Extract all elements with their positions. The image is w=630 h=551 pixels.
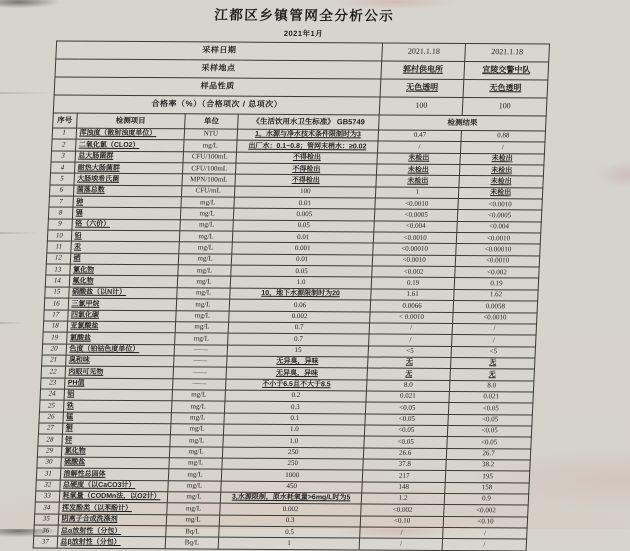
cell-unit: mg/L — [181, 197, 235, 209]
cell-item: 硝酸盐（以N计） — [68, 287, 177, 299]
cell-item: 三氯甲烷 — [68, 298, 177, 310]
cell-index: 16 — [44, 298, 68, 309]
cell-index: 34 — [35, 502, 59, 513]
info-value-2: 无色透明 — [463, 79, 548, 98]
cell-index: 4 — [51, 162, 75, 173]
cell-standard: 450 — [221, 481, 363, 493]
cell-result-2: <0.00010 — [456, 244, 540, 256]
cell-standard: 0.7 — [228, 322, 370, 334]
scan-artifact — [0, 232, 45, 234]
cell-result-2: / — [461, 142, 545, 154]
cell-item: 硒 — [70, 253, 179, 265]
cell-result-2: <0.05 — [448, 414, 532, 426]
cell-result-2: 0.021 — [449, 391, 533, 403]
cell-index: 29 — [37, 446, 61, 457]
cell-standard: 0.3 — [225, 401, 367, 413]
cell-unit: mg/L — [183, 140, 237, 152]
cell-item: 铝 — [64, 389, 173, 401]
cell-standard: 不得检出 — [235, 174, 377, 186]
cell-result-1: <0.002 — [361, 504, 444, 516]
cell-index: 32 — [36, 480, 60, 491]
scan-artifact — [0, 92, 60, 94]
cell-result-2: 8.0 — [450, 380, 534, 392]
cell-standard: 3,水源限制，原水耗氧量>6mg/L时为5 — [220, 492, 362, 504]
data-section — [33, 128, 545, 551]
cell-unit: mg/L — [180, 208, 234, 220]
scanned-document — [33, 2, 552, 551]
cell-result-2: <0.0010 — [458, 199, 542, 211]
cell-result-1: 0.021 — [366, 391, 449, 403]
info-value-2: 宜陵交警中队 — [464, 61, 549, 80]
cell-result-1: 0.0066 — [370, 300, 453, 312]
cell-result-2: <0.0010 — [455, 255, 539, 267]
cell-result-1: 无 — [368, 357, 451, 369]
cell-unit: mg/L — [169, 458, 223, 470]
cell-index: 10 — [47, 230, 71, 241]
cell-item: 汞 — [70, 242, 179, 254]
cell-result-2: 无 — [451, 357, 535, 369]
cell-unit: mg/L — [179, 242, 233, 254]
cell-result-1: 217 — [362, 470, 445, 482]
cell-result-1: 未检出 — [376, 175, 459, 187]
cell-unit: mg/L — [180, 220, 234, 232]
cell-item: 铬（六价） — [71, 219, 180, 231]
info-value-1: 郭村供电所 — [381, 61, 465, 80]
cell-standard: 0.01 — [231, 254, 373, 266]
cell-standard: 1.0 — [223, 435, 365, 447]
cell-index: 22 — [41, 366, 65, 377]
cell-result-1: <0.002 — [372, 266, 455, 278]
cell-item: 铅 — [71, 230, 180, 242]
cell-item: 耐热大肠菌群 — [74, 162, 183, 174]
cell-result-1: 0.19 — [371, 277, 454, 289]
cell-unit: —— — [174, 344, 228, 356]
cell-index: 30 — [37, 457, 61, 468]
col-header-standard: 《生活饮用水卫生标准》 GB5749 — [238, 114, 380, 130]
cell-index: 27 — [38, 423, 62, 434]
cell-index: 23 — [41, 378, 65, 389]
cell-unit: mg/L — [176, 310, 230, 322]
cell-index: 20 — [42, 344, 66, 355]
cell-item: 溶解性总固体 — [60, 468, 169, 480]
cell-unit: mg/L — [168, 480, 222, 492]
cell-index: 18 — [43, 321, 67, 332]
cell-unit: mg/L — [170, 435, 224, 447]
cell-standard: 0.01 — [234, 197, 376, 209]
cell-unit: mg/L — [177, 288, 231, 300]
cell-item: 肉眼可见物 — [65, 366, 174, 378]
cell-index: 19 — [43, 332, 67, 343]
info-label: 采样日期 — [56, 41, 383, 61]
cell-index: 3 — [51, 151, 75, 162]
cell-standard: 1，水源与净水技术条件限制时为3 — [237, 129, 379, 141]
cell-index: 6 — [49, 185, 73, 196]
col-header-item: 检测项目 — [76, 113, 185, 129]
cell-result-1: <0.0010 — [374, 232, 457, 244]
cell-standard: 0.06 — [229, 299, 371, 311]
cell-standard: 不小于6.5且不大于8.5 — [226, 379, 368, 391]
cell-result-2: 26.7 — [446, 448, 530, 460]
cell-item: 氰化物 — [69, 264, 178, 276]
cell-unit: —— — [173, 367, 227, 379]
cell-index: 25 — [39, 400, 63, 411]
cell-unit: mg/L — [175, 333, 229, 345]
cell-result-2: <0.0010 — [456, 233, 540, 245]
info-label: 合格率（%）（合格项次 / 总项次） — [53, 95, 380, 115]
page-title: 江都区乡镇管网全分析公示 — [213, 7, 395, 24]
cell-result-1: / — [378, 141, 461, 153]
cell-index: 12 — [46, 253, 70, 264]
cell-result-2: <0.002 — [444, 505, 528, 517]
cell-item: 锰 — [62, 412, 171, 424]
cell-result-2: <0.002 — [455, 267, 539, 279]
cell-result-1: <0.05 — [365, 414, 448, 426]
cell-result-1: 26.6 — [364, 448, 447, 460]
cell-unit: mg/L — [168, 469, 222, 481]
cell-unit: mg/L — [178, 254, 232, 266]
cell-index: 2 — [52, 139, 76, 150]
cell-index: 28 — [38, 434, 62, 445]
cell-result-2: 158 — [445, 482, 529, 494]
info-value-1: 2021.1.18 — [382, 43, 466, 62]
cell-index: 14 — [45, 275, 69, 286]
cell-index: 15 — [45, 287, 69, 298]
cell-result-1: 37.8 — [363, 459, 446, 471]
cell-result-1: 未检出 — [377, 153, 460, 165]
cell-standard: 0.1 — [224, 413, 366, 425]
cell-standard: 不得检出 — [236, 152, 378, 164]
cell-standard: 1.0 — [230, 277, 372, 289]
analysis-table — [33, 40, 550, 551]
cell-standard: 0.5 — [219, 526, 361, 538]
cell-standard: 0.05 — [233, 220, 375, 232]
cell-result-1: 无 — [367, 368, 450, 380]
cell-result-2: 1.62 — [454, 289, 538, 301]
cell-index: 21 — [42, 355, 66, 366]
cell-item: 铁 — [63, 400, 172, 412]
info-label: 采样地点 — [55, 59, 382, 79]
cell-index: 9 — [48, 219, 72, 230]
cell-standard: 不得检出 — [236, 163, 378, 175]
cell-standard: 0.2 — [225, 390, 367, 402]
cell-standard: 100 — [235, 186, 377, 198]
cell-index: 17 — [44, 309, 68, 320]
cell-item: 锌 — [61, 434, 170, 446]
cell-standard: 无异臭，异味 — [227, 356, 369, 368]
cell-result-1: <0.00010 — [373, 243, 456, 255]
cell-standard: 0.005 — [233, 209, 375, 221]
cell-result-1: <0.05 — [365, 425, 448, 437]
cell-index: 31 — [36, 468, 60, 479]
cell-result-2: 无 — [450, 369, 534, 381]
cell-unit: mg/L — [169, 446, 223, 458]
cell-standard: 0.3 — [219, 515, 361, 527]
cell-standard: 0.002 — [229, 311, 371, 323]
cell-item: 总β放射性（分包） — [57, 537, 166, 549]
cell-result-1: <0.05 — [364, 436, 447, 448]
cell-unit: CFU/100mL — [183, 151, 237, 163]
cell-index: 35 — [34, 514, 58, 525]
cell-standard: 0.002 — [220, 503, 362, 515]
info-section — [53, 41, 549, 116]
col-header-result: 检测结果 — [379, 115, 546, 131]
cell-standard: 1 — [218, 537, 360, 549]
cell-standard: 0.7 — [228, 333, 370, 345]
cell-result-2: 未检出 — [460, 153, 544, 165]
cell-index: 7 — [49, 196, 73, 207]
cell-result-1: <0.0005 — [375, 209, 458, 221]
cell-result-2: <0.05 — [448, 403, 532, 415]
cell-standard: 250 — [222, 447, 364, 459]
table-row — [33, 536, 526, 550]
cell-result-1: / — [360, 527, 443, 539]
cell-result-1: 8.0 — [367, 380, 450, 392]
cell-standard: 出厂水：0.1~0.8；管网末梢水：≥0.02 — [237, 140, 379, 152]
cell-index: 36 — [34, 525, 58, 536]
cell-item: 总大肠菌群 — [75, 151, 184, 163]
col-header-unit: 单位 — [184, 114, 238, 129]
cell-index: 1 — [52, 128, 76, 139]
cell-unit: Bq/L — [166, 526, 220, 538]
cell-index: 24 — [40, 389, 64, 400]
cell-result-2: 未检出 — [458, 187, 542, 199]
cell-unit: Bq/L — [165, 537, 219, 549]
cell-result-1: <0.0010 — [375, 198, 458, 210]
cell-result-1: <0.0010 — [372, 255, 455, 267]
cell-index: 26 — [39, 412, 63, 423]
cell-item: 氯化物 — [61, 446, 170, 458]
info-value-2: 2021.1.18 — [465, 43, 550, 62]
cell-result-2: 0.19 — [454, 278, 538, 290]
cell-unit: mg/L — [171, 412, 225, 424]
cell-unit: mg/L — [176, 299, 230, 311]
cell-result-2: 0.88 — [461, 130, 545, 142]
cell-unit: MPN/100mL — [182, 174, 236, 186]
cell-item: 总α放射性（分包） — [57, 525, 166, 537]
info-label: 样品性质 — [54, 77, 381, 97]
cell-item: 亚氯酸盐 — [67, 321, 176, 333]
cell-item: 色度（铂钴色度单位） — [66, 344, 175, 356]
cell-index: 33 — [35, 491, 59, 502]
info-value-2: 100 — [462, 97, 547, 116]
cell-standard: 250 — [222, 458, 364, 470]
page-subtitle: 2021年1月 — [283, 28, 324, 39]
cell-result-2: <0.0005 — [457, 210, 541, 222]
cell-item: PH值 — [64, 378, 173, 390]
cell-unit: CFU/mL — [181, 186, 235, 198]
cell-result-1: <5 — [368, 346, 451, 358]
scan-artifact — [0, 322, 30, 324]
cell-standard: 15 — [227, 345, 369, 357]
cell-result-2: <0.10 — [443, 516, 527, 528]
cell-unit: mg/L — [175, 322, 229, 334]
cell-unit: mg/L — [167, 492, 221, 504]
cell-result-2: 0.9 — [444, 493, 528, 505]
cell-result-1: / — [369, 323, 452, 335]
cell-result-2: / — [443, 528, 527, 540]
cell-item: 挥发酚类（以苯酚计） — [58, 502, 167, 514]
cell-unit: mg/L — [170, 424, 224, 436]
cell-result-2: <0.05 — [447, 425, 531, 437]
cell-unit: mg/L — [172, 390, 226, 402]
cell-index: 8 — [48, 207, 72, 218]
cell-item: 阴离子合成洗涤剂 — [58, 514, 167, 526]
cell-result-2: 0.0058 — [453, 301, 537, 313]
cell-result-1: 1 — [376, 187, 459, 199]
cell-result-2: <0.004 — [457, 221, 541, 233]
cell-result-1: 148 — [362, 482, 445, 494]
cell-unit: mg/L — [166, 514, 220, 526]
cell-result-2: 未检出 — [459, 176, 543, 188]
cell-item: 硫酸盐 — [60, 457, 169, 469]
cell-unit: mg/L — [177, 276, 231, 288]
cell-unit: CFU/100mL — [182, 163, 236, 175]
cell-result-1: <0.004 — [374, 221, 457, 233]
cell-standard: 1.0 — [223, 424, 365, 436]
cell-result-1: 1.2 — [361, 493, 444, 505]
cell-item: 氯酸盐 — [66, 332, 175, 344]
cell-item: 浑浊度（散射浊度单位） — [76, 128, 185, 140]
cell-item: 菌落总数 — [73, 185, 182, 197]
cell-index: 37 — [33, 536, 57, 547]
cell-item: 耗氧量（CODMn法，以O2计） — [59, 491, 168, 503]
col-header-index: 序号 — [53, 113, 77, 128]
cell-item: 氟化物 — [69, 276, 178, 288]
cell-result-2: / — [452, 323, 536, 335]
cell-result-2: <0.05 — [447, 437, 531, 449]
cell-standard: 0.05 — [231, 265, 373, 277]
cell-unit: —— — [172, 378, 226, 390]
cell-result-1: 未检出 — [377, 164, 460, 176]
cell-item: 大肠埃希氏菌 — [73, 174, 182, 186]
cell-result-1: <0.05 — [366, 402, 449, 414]
cell-result-2: <5 — [451, 346, 535, 358]
info-value-1: 100 — [379, 97, 463, 116]
cell-index: 5 — [50, 173, 74, 184]
info-value-1: 无色透明 — [380, 79, 464, 98]
cell-unit: mg/L — [178, 265, 232, 277]
cell-result-1: < 0.0010 — [370, 311, 453, 323]
cell-standard: 0.001 — [232, 243, 374, 255]
cell-standard: 1000 — [221, 469, 363, 481]
cell-result-2: / — [452, 335, 536, 347]
cell-index: 13 — [46, 264, 70, 275]
cell-result-2: 38.2 — [446, 459, 530, 471]
cell-result-2: 195 — [445, 471, 529, 483]
cell-unit: NTU — [184, 129, 238, 141]
cell-item: 四氯化碳 — [67, 310, 176, 322]
cell-item: 总硬度（以CaCO3计） — [59, 480, 168, 492]
cell-item: 臭和味 — [65, 355, 174, 367]
cell-item: 二氧化氯（CLO2） — [75, 139, 184, 151]
cell-unit: mg/L — [167, 503, 221, 515]
cell-result-1: / — [359, 538, 442, 550]
cell-result-2: / — [442, 539, 526, 551]
cell-result-1: 0.47 — [378, 130, 461, 142]
cell-unit: mg/L — [171, 401, 225, 413]
cell-result-1: / — [369, 334, 452, 346]
cell-result-2: <0.0010 — [453, 312, 537, 324]
cell-standard: 0.01 — [232, 231, 374, 243]
cell-index: 11 — [47, 241, 71, 252]
cell-unit: mg/L — [179, 231, 233, 243]
cell-result-2: 未检出 — [459, 165, 543, 177]
cell-item: 铜 — [62, 423, 171, 435]
cell-item: 砷 — [72, 196, 181, 208]
cell-standard: 无异臭，异味 — [226, 367, 368, 379]
cell-unit: —— — [173, 356, 227, 368]
cell-item: 镉 — [72, 208, 181, 220]
cell-result-1: <0.10 — [360, 516, 443, 528]
cell-result-1: 1.61 — [371, 289, 454, 301]
cell-standard: 10，地下水源限制时为20 — [230, 288, 372, 300]
